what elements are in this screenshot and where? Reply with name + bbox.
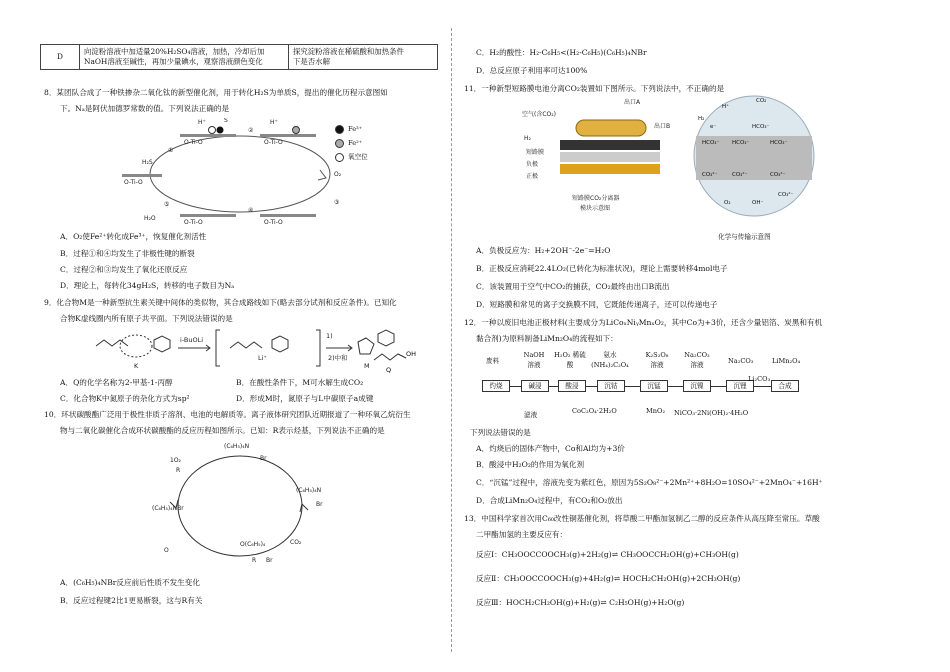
svg-text:H⁺: H⁺ [722,104,730,110]
svg-text:H⁺: H⁺ [270,119,278,126]
q11-option-a: A．负极反应为：H₂+2OH⁻-2e⁻=H₂O [476,246,611,255]
q10-option-a: A．(C₆H₅)₄NBr反应前后性质不发生变化 [60,578,200,587]
svg-text:e⁻: e⁻ [710,124,717,130]
q13-reaction-2: 反应Ⅱ：CH₃OOCCOOCH₃(g)+4H₂(g)⇌ HOCH₂CH₂OH(g)+2CH₃OH(g) [476,574,741,583]
svg-text:M: M [364,362,370,370]
q9-option-d: D．形成M时，氮原子与L中碳原子a成键 [236,394,374,403]
table-cell-operation [80,45,289,70]
q11-option-b: B．正极反应消耗22.4LO₂(已转化为标准状况)，理论上需要转移4mol电子 [476,264,728,273]
flow-arrow [753,386,771,387]
product-label: Li₂CO₃ [748,375,771,383]
q9-option-a: A．Q的化学名称为2-甲基-1-丙醇 [60,378,173,387]
process-box: 沉镍 [683,380,711,392]
svg-text:O-Ti-O: O-Ti-O [184,219,203,226]
svg-text:S: S [224,118,228,124]
process-box: 灼烧 [482,380,510,392]
svg-text:R: R [252,557,257,564]
svg-text:1O₂: 1O₂ [170,457,181,464]
q8-stem: 下。Nₐ是阿伏加德罗常数的值。下列说法正确的是 [60,104,230,113]
svg-text:H₂: H₂ [698,116,705,122]
svg-text:2)中和: 2)中和 [328,354,348,362]
svg-text:i-BuOLi: i-BuOLi [180,336,204,344]
flow-arrow [585,386,597,387]
reagent-label: Na₂CO₃ 溶液 [684,351,710,369]
q8-option-a: A．O₂使Fe²⁺转化成Fe³⁺，恢复催化剂活性 [60,232,207,241]
q11-option-d: D．短路膜和常见的离子交换膜不同，它既能传递离子，还可以传递电子 [476,300,718,309]
svg-text:O(C₆H₅)₄: O(C₆H₅)₄ [240,541,266,548]
svg-text:CO₃²⁻: CO₃²⁻ [778,192,794,198]
svg-text:(C₆H₅)₄NBr: (C₆H₅)₄NBr [152,505,184,512]
svg-text:O: O [164,547,169,554]
q9-option-b: B．在酸性条件下，M可水解生成CO₂ [236,378,364,387]
table-row [41,45,438,70]
svg-text:②: ② [248,127,254,134]
q12-option-c: C．“沉锰”过程中，溶液先变为紫红色，原因为5S₂O₈²⁻+2Mn²⁺+8H₂O=10SO₄²⁻+2MnO₄⁻+16H⁺ [476,478,823,487]
svg-text:HCO₃⁻: HCO₃⁻ [732,140,750,146]
legend-item-fe2: Fe²⁺ [335,138,368,148]
product-label: CoC₂O₄·2H₂O [572,407,617,415]
svg-text:正极: 正极 [526,173,539,180]
reagent-label: LiMn₂O₄ [772,357,801,365]
svg-text:R: R [176,467,181,474]
q9-stem: 合物K虚线圈内所有原子共平面。下列说法错误的是 [60,314,233,323]
q8-option-c: C．过程②和③均发生了氧化还原反应 [60,265,188,274]
process-box: 合成 [771,380,799,392]
svg-text:Q: Q [386,366,392,374]
q12-stem: 12．一种以废旧电池正极材料(主要成分为LiCoₓNiᵧMnₓO₂，其中Co为+3价，还含少量铝箔、炭黑和有机 [464,318,823,327]
q9-product-q [370,340,420,376]
fe3-icon [335,125,344,134]
vacancy-icon [335,153,344,162]
reagent-label: 氨水 (NH₄)₂C₂O₄ [591,351,629,369]
legend-item-vacancy: 氧空位 [335,152,368,162]
q11-option-c: C．该装置用于空气中CO₂的捕获，CO₂最终由出口B流出 [476,282,670,291]
svg-text:CO₃²⁻: CO₃²⁻ [770,172,786,178]
process-box: 碱浸 [521,380,549,392]
q8-stem: 8．某团队合成了一种铁掺杂二氧化钛的新型催化剂，用于转化H₂S为单质S，提出的催化历程示意图如 [44,88,388,97]
svg-text:H₂O: H₂O [144,215,156,222]
legend-item-fe3: Fe³⁺ [335,124,368,134]
q9-reaction-scheme [90,326,400,376]
q12-question: 下列说法错误的是 [470,428,531,437]
svg-text:OH: OH [406,350,417,358]
q10-option-b: B．反应过程键2比1更易断裂，这与R有关 [60,596,203,605]
q8-option-d: D．理论上，每转化34gH₂S，转移的电子数目为Nₐ [60,281,235,290]
svg-text:①: ① [168,147,174,154]
svg-text:H⁺: H⁺ [198,119,206,126]
svg-text:O₂: O₂ [334,171,342,178]
svg-text:O₂: O₂ [724,200,731,206]
column-divider [451,28,452,652]
q8-catalysis-diagram [120,118,360,226]
svg-text:O-Ti-O: O-Ti-O [124,179,143,186]
reagent-label: NaOH 溶液 [523,351,545,369]
q11-mech-caption: 化学与传输示意图 [718,233,771,241]
purpose-line: 下是否水解 [293,57,330,66]
fe2-icon [335,139,344,148]
product-label: 滤液 [524,411,538,419]
reagent-label: Na₂CO₃ [728,357,754,365]
svg-text:Br: Br [260,455,267,462]
svg-text:③: ③ [334,199,340,206]
q12-option-d: D．合成LiMn₂O₄过程中，有CO₂和O₂放出 [476,496,623,505]
table-cell-letter: D [41,45,80,70]
svg-text:CO₃²⁻: CO₃²⁻ [732,172,748,178]
svg-text:O-Ti-O: O-Ti-O [184,139,203,146]
product-label: NiCO₃·2Ni(OH)₂·4H₂O [674,409,749,417]
svg-text:CO₃²⁻: CO₃²⁻ [702,172,718,178]
svg-text:O-Ti-O: O-Ti-O [264,219,283,226]
q12-stem: 黏合剂)为原料制备LiMn₂O₄的流程如下： [476,334,618,343]
reagent-label: H₂O₂ 稀硫酸 [554,351,586,369]
q13-reaction-1: 反应Ⅰ：CH₃OOCCOOCH₃(g)+2H₂(g)⇌ CH₃OOCCH₂OH(g)+CH₃OH(g) [476,550,739,559]
svg-text:Br: Br [266,557,273,564]
process-box: 沉锂 [726,380,754,392]
q12-option-a: A．灼烧后的固体产物中，Co和Al均为+3价 [476,444,625,453]
process-box: 酸浸 [558,380,586,392]
operation-line: 向淀粉溶液中加适量20%H₂SO₄溶液，加热，冷却后加 [84,47,265,56]
svg-text:Li⁺: Li⁺ [258,354,267,362]
q13-stem: 13．中国科学家首次用C₆₀改性铜基催化剂，将草酸二甲酯加氢制乙二醇的反应条件从高压降至常压。草酸 [464,514,820,523]
q11-device-diagram [520,94,692,224]
svg-text:模块示意图: 模块示意图 [580,205,611,212]
svg-text:负极: 负极 [526,161,539,168]
svg-text:出口A: 出口A [624,99,641,106]
q11-stem: 11．一种新型短路膜电池分离CO₂装置如下图所示。下列说法中，不正确的是 [464,84,725,93]
q13-stem: 二甲酯加氢的主要反应有： [476,530,568,539]
q10-reaction-cycle [140,440,340,572]
q11-mechanism-diagram [692,92,816,232]
flow-arrow [667,386,683,387]
svg-text:空气(含CO₂): 空气(含CO₂) [522,111,556,118]
table-cell-purpose [289,45,438,70]
svg-text:Br: Br [316,501,323,508]
flow-arrow [710,386,726,387]
purpose-line: 探究淀粉溶液在稀硫酸和加热条件 [293,47,404,56]
svg-text:H₂: H₂ [524,135,531,142]
svg-text:H₂S: H₂S [142,159,153,166]
process-box: 沉锰 [640,380,668,392]
svg-text:HCO₃⁻: HCO₃⁻ [770,140,788,146]
svg-text:HCO₃⁻: HCO₃⁻ [752,124,770,130]
q8-legend [335,124,368,162]
svg-text:CO₂: CO₂ [756,98,767,104]
q12-option-b: B．酸浸中H₂O₂的作用为氧化剂 [476,460,585,469]
q10-stem: 物与二氧化碳催化合成环状碳酸酯的反应历程如图所示。已知：R表示烃基，下列说法不正确的是 [60,426,385,435]
svg-text:(C₆H₅)₄N: (C₆H₅)₄N [296,487,322,494]
svg-text:短路膜: 短路膜 [526,149,545,156]
svg-text:1): 1) [326,332,333,340]
reagent-label: 废料 [486,357,500,365]
flow-arrow [509,386,521,387]
svg-text:HCO₃⁻: HCO₃⁻ [702,140,720,146]
option-table [40,44,438,70]
svg-text:短路膜CO₂分离器: 短路膜CO₂分离器 [572,195,620,202]
svg-text:OH⁻: OH⁻ [752,200,764,206]
q10-option-d: D．总反应原子利用率可达100% [476,66,588,75]
q9-option-c: C．化合物K中氮原子的杂化方式为sp² [60,394,190,403]
product-label: MnO₂ [646,407,666,415]
svg-text:④: ④ [248,207,254,214]
svg-text:出口B: 出口B [654,123,671,130]
q10-stem: 10．环状碳酸酯广泛用于极性非质子溶剂、电池的电解质等。离子液体研究团队近期报道了一种环氧乙烷衍生 [44,410,411,419]
operation-line: NaOH溶液至碱性，再加少量碘水，观察溶液颜色变化 [84,57,263,66]
svg-text:K: K [134,362,139,370]
flow-arrow [624,386,640,387]
svg-text:(C₆H₅)₄N: (C₆H₅)₄N [224,443,250,450]
process-box: 沉钴 [597,380,625,392]
q13-reaction-3: 反应Ⅲ：HOCH₂CH₂OH(g)+H₂(g)⇌ C₂H₅OH(g)+H₂O(g) [476,598,685,607]
reagent-label: K₂S₂O₈ 溶液 [645,351,669,369]
q9-stem: 9．化合物M是一种新型抗生素关键中间体的类似物，其合成路线如下(略去部分试剂和反应条件)。已知化 [44,298,397,307]
flow-arrow [548,386,558,387]
q10-option-c: C．H₂的酸性：H₂-C₆H₅<(H₂-C₆H₅)(C₆H₅)₄NBr [476,48,647,57]
svg-text:O-Ti-O: O-Ti-O [264,139,283,146]
svg-text:CO₂: CO₂ [290,539,302,546]
svg-text:⑤: ⑤ [164,201,170,208]
q8-option-b: B．过程①和④均发生了非极性键的断裂 [60,249,195,258]
